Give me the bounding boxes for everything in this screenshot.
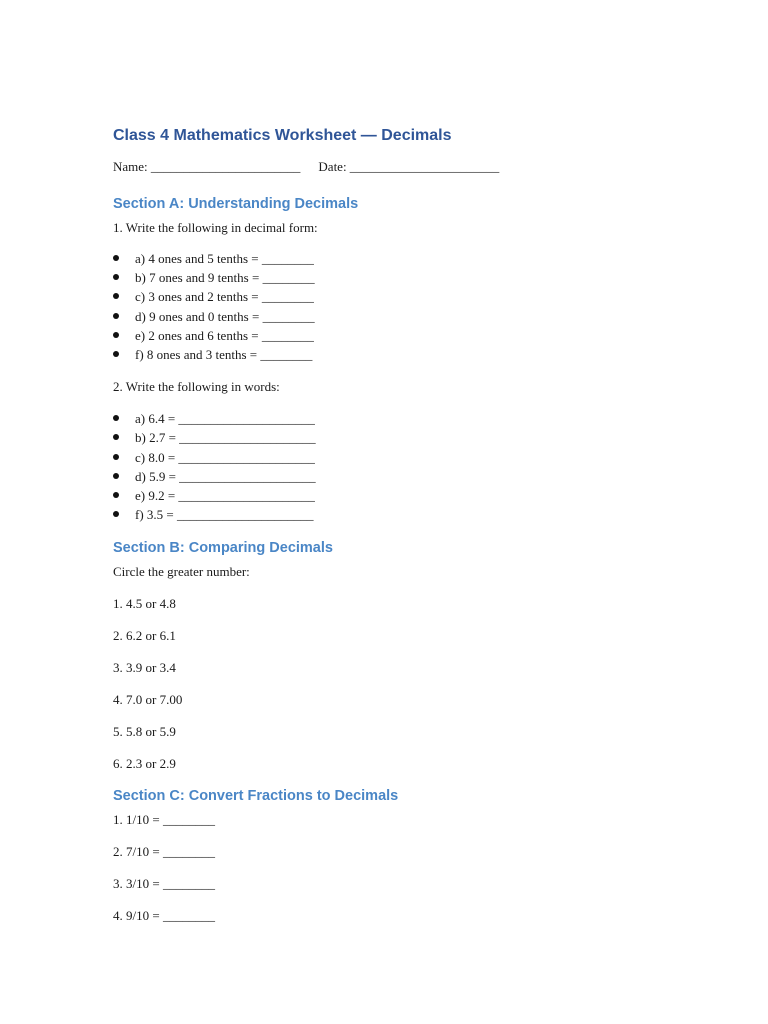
bullet-icon: [113, 274, 119, 280]
list-item-text: e) 2 ones and 6 tenths = ________: [135, 327, 314, 343]
fraction-item: 1. 1/10 = ________: [113, 812, 215, 828]
comparison-item: 4. 7.0 or 7.00: [113, 692, 183, 708]
bullet-icon: [113, 255, 119, 261]
list-item: [113, 268, 673, 287]
list-item: [113, 287, 673, 306]
name-date-line: [113, 157, 673, 176]
list-item-text: a) 4 ones and 5 tenths = ________: [135, 251, 314, 266]
bullet-icon: [113, 351, 119, 357]
date-field: Date: _______________________: [318, 159, 500, 174]
question-2-list: [113, 409, 673, 524]
list-item-text: b) 2.7 = _____________________: [135, 430, 316, 446]
question-2-prompt: 2. Write the following in words:: [113, 379, 280, 395]
question-1-prompt: 1. Write the following in decimal form:: [113, 220, 318, 235]
bullet-icon: [113, 313, 119, 319]
list-item-text: c) 3 ones and 2 tenths = ________: [135, 289, 314, 305]
list-item-text: c) 8.0 = _____________________: [135, 449, 315, 465]
question-1-list: [113, 249, 673, 364]
list-item: [113, 307, 673, 326]
list-item-text: d) 9 ones and 0 tenths = ________: [135, 308, 315, 324]
list-item-text: a) 6.4 = _____________________: [135, 411, 315, 427]
list-item: [113, 467, 673, 486]
list-item: [113, 505, 673, 524]
section-c-heading: Section C: Convert Fractions to Decimals: [113, 788, 399, 805]
fraction-item: 2. 7/10 = ________: [113, 844, 215, 860]
list-item: [113, 486, 673, 505]
list-item: [113, 249, 673, 268]
bullet-icon: [113, 332, 119, 338]
bullet-icon: [113, 492, 119, 498]
list-item: [113, 409, 673, 428]
bullet-icon: [113, 434, 119, 440]
section-b-prompt: Circle the greater number:: [113, 564, 250, 580]
bullet-icon: [113, 293, 119, 299]
section-b-heading: Section B: Comparing Decimals: [113, 540, 333, 557]
comparison-item: 5. 5.8 or 5.9: [113, 724, 176, 740]
list-item-text: f) 3.5 = _____________________: [135, 507, 314, 523]
worksheet-page: [113, 124, 673, 925]
section-c-list: [113, 810, 673, 925]
name-field: Name: _______________________: [113, 159, 301, 174]
list-item-text: f) 8 ones and 3 tenths = ________: [135, 346, 313, 362]
list-item: [113, 428, 673, 447]
section-a-heading: Section A: Understanding Decimals: [113, 196, 359, 212]
comparison-item: 1. 4.5 or 4.8: [113, 596, 176, 612]
comparison-item: 6. 2.3 or 2.9: [113, 756, 176, 772]
bullet-icon: [113, 454, 119, 460]
list-item-text: d) 5.9 = _____________________: [135, 468, 316, 484]
list-item: [113, 326, 673, 345]
bullet-icon: [113, 473, 119, 479]
comparison-item: 3. 3.9 or 3.4: [113, 660, 176, 676]
list-item-text: e) 9.2 = _____________________: [135, 487, 315, 503]
list-item-text: b) 7 ones and 9 tenths = ________: [135, 270, 315, 286]
bullet-icon: [113, 511, 119, 517]
comparison-item: 2. 6.2 or 6.1: [113, 628, 176, 644]
worksheet-title: Class 4 Mathematics Worksheet — Decimals: [113, 127, 452, 144]
list-item: [113, 448, 673, 467]
fraction-item: 4. 9/10 = ________: [113, 908, 215, 924]
list-item: [113, 345, 673, 364]
bullet-icon: [113, 415, 119, 421]
fraction-item: 3. 3/10 = ________: [113, 876, 215, 892]
